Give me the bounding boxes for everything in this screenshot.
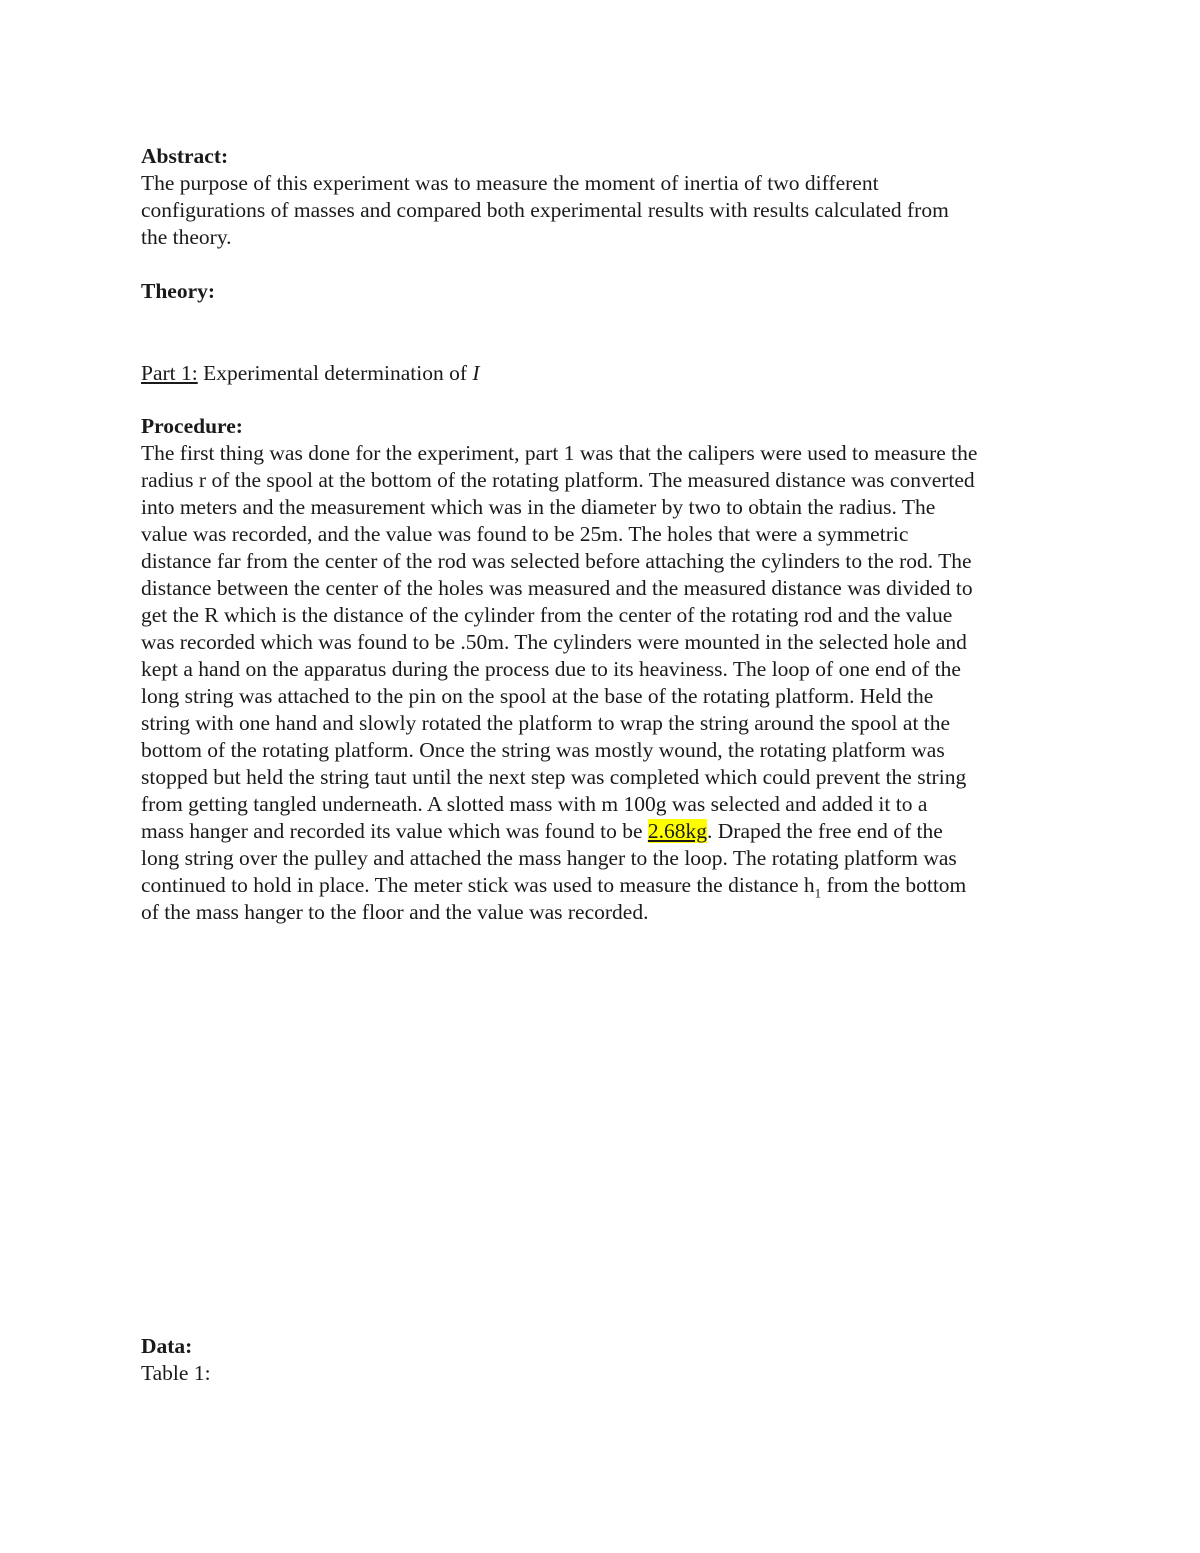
procedure-line: from getting tangled underneath. A slotted mass with m 100g was selected and added it to a [141,792,928,816]
abstract-line: configurations of masses and compared both experimental results with results calculated from [141,198,949,222]
procedure-line: radius r of the spool at the bottom of the rotating platform. The measured distance was converted [141,468,975,492]
procedure-line: value was recorded, and the value was found to be 25m. The holes that were a symmetric [141,522,909,546]
procedure-text: continued to hold in place. The meter stick was used to measure the distance h [141,873,815,897]
abstract-line: the theory. [141,225,232,249]
procedure-line: distance between the center of the holes was measured and the measured distance was divided to [141,576,973,600]
procedure-line: string with one hand and slowly rotated the platform to wrap the string around the spool at the [141,711,951,735]
procedure-line: into meters and the measurement which was in the diameter by two to obtain the radius. The [141,495,936,519]
inertia-symbol: I [472,361,480,385]
procedure-line: long string was attached to the pin on the spool at the base of the rotating platform. Held the [141,684,934,708]
procedure-line: kept a hand on the apparatus during the process due to its heaviness. The loop of one end of the [141,657,961,681]
procedure-line: get the R which is the distance of the cylinder from the center of the rotating rod and the value [141,603,953,627]
abstract-line: The purpose of this experiment was to measure the moment of inertia of two different [141,171,879,195]
procedure-heading: Procedure: [141,414,243,438]
procedure-line: bottom of the rotating platform. Once the string was mostly wound, the rotating platform was [141,738,945,762]
procedure-text: from the bottom [821,873,967,897]
part1-section [141,360,1071,387]
theory-heading: Theory: [141,279,216,303]
procedure-line: The first thing was done for the experiment, part 1 was that the calipers were used to measure the [141,441,978,465]
h-subscript: 1 [814,885,822,901]
table-label: Table 1: [141,1361,211,1385]
abstract-section [141,143,1071,251]
procedure-text: mass hanger and recorded its value which was found to be [141,819,648,843]
part1-label: Part 1: [141,361,198,385]
part1-text: Experimental determination of [197,361,473,385]
procedure-line: long string over the pulley and attached the mass hanger to the loop. The rotating platform was [141,846,957,870]
data-section [141,1333,1071,1387]
part1-title [141,360,1071,387]
procedure-line: distance far from the center of the rod was selected before attaching the cylinders to the rod. The [141,549,972,573]
abstract-heading: Abstract: [141,144,229,168]
data-heading: Data: [141,1334,193,1358]
procedure-line: was recorded which was found to be .50m. The cylinders were mounted in the selected hole and [141,630,967,654]
procedure-section [141,413,1071,926]
procedure-line [141,818,1071,845]
procedure-line: of the mass hanger to the floor and the value was recorded. [141,900,649,924]
procedure-line: stopped but held the string taut until the next step was completed which could prevent the string [141,765,967,789]
theory-section [141,278,1071,305]
highlighted-mass-value: 2.68kg [647,819,708,843]
procedure-line [141,872,1071,899]
procedure-text: . Draped the free end of the [707,819,943,843]
